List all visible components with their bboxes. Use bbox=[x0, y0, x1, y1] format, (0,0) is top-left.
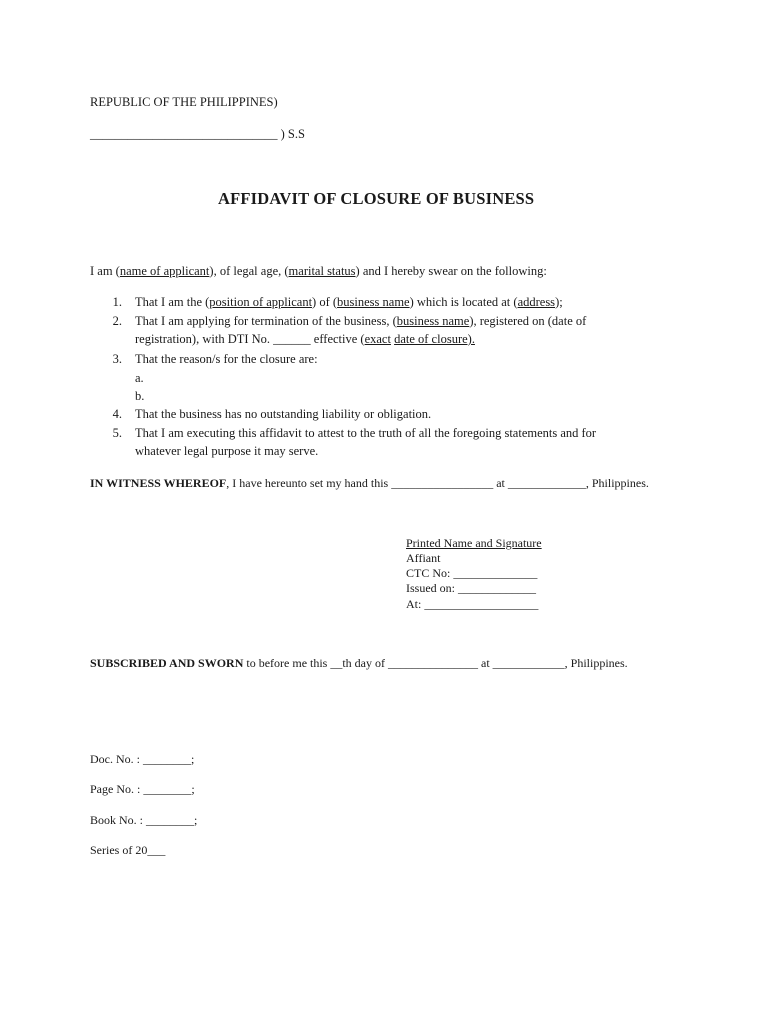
series-field: Series of 20___ bbox=[90, 843, 166, 857]
at-field: At: ___________________ bbox=[406, 597, 539, 611]
item-text-part: ), registered on (date of bbox=[469, 314, 587, 328]
item-number: 5. bbox=[112, 426, 122, 440]
closure-date-placeholder: date of closure). bbox=[394, 332, 475, 346]
item-number: 4. bbox=[112, 407, 122, 421]
item-text-part: ) which is located at ( bbox=[409, 295, 518, 309]
business-name-placeholder: business name bbox=[396, 314, 470, 328]
intro-text: I am ( bbox=[90, 264, 120, 278]
item-number: 3. bbox=[112, 352, 122, 366]
sub-item-b: b. bbox=[135, 389, 145, 403]
item-text-part: registration), with DTI No. ______ effective ( bbox=[135, 332, 365, 346]
document-title: AFFIDAVIT OF CLOSURE OF BUSINESS bbox=[218, 189, 535, 208]
doc-no-field: Doc. No. : ________; bbox=[90, 752, 195, 766]
item-text bbox=[135, 313, 586, 329]
item-text: That the business has no outstanding liability or obligation. bbox=[135, 407, 432, 421]
sworn-heading: SUBSCRIBED AND SWORN bbox=[90, 656, 244, 670]
republic-text: REPUBLIC OF THE PHILIPPINES) bbox=[90, 95, 278, 109]
ss-line bbox=[90, 126, 305, 142]
applicant-name-placeholder: name of applicant bbox=[119, 264, 210, 278]
item-text bbox=[135, 294, 563, 310]
item-text-part: ); bbox=[555, 295, 563, 309]
page-no-field: Page No. : ________; bbox=[90, 782, 195, 796]
item-text: That I am executing this affidavit to attest to the truth of all the foregoing statements and for bbox=[135, 426, 597, 440]
item-text-continued: whatever legal purpose it may serve. bbox=[135, 444, 319, 458]
item-number: 1. bbox=[112, 295, 122, 309]
ss-text: ) S.S bbox=[277, 127, 305, 141]
intro-text: ) and I hereby swear on the following: bbox=[355, 264, 547, 278]
item-text-part: That I am the ( bbox=[135, 295, 210, 309]
book-no-field: Book No. : ________; bbox=[90, 813, 198, 827]
address-placeholder: address bbox=[517, 295, 556, 309]
witness-line bbox=[90, 475, 649, 491]
item-number: 2. bbox=[112, 314, 122, 328]
affiant-label: Affiant bbox=[406, 551, 441, 565]
intro-text: ), of legal age, ( bbox=[209, 264, 289, 278]
item-text: That the reason/s for the closure are: bbox=[135, 352, 318, 366]
republic-line bbox=[90, 94, 278, 110]
item-text-part: ) of ( bbox=[312, 295, 338, 309]
sub-item-a: a. bbox=[135, 371, 144, 385]
witness-heading: IN WITNESS WHEREOF bbox=[90, 476, 227, 490]
ctc-field: CTC No: ______________ bbox=[406, 566, 538, 580]
item-text-part: That I am applying for termination of the business, ( bbox=[135, 314, 397, 328]
position-placeholder: position of applicant bbox=[209, 295, 313, 309]
issued-on-field: Issued on: _____________ bbox=[406, 581, 536, 595]
business-name-placeholder: business name bbox=[337, 295, 410, 309]
marital-status-placeholder: marital status bbox=[288, 264, 356, 278]
ss-blank: ______________________________ bbox=[90, 127, 278, 141]
witness-text: , I have hereunto set my hand this _________________ at _____________, Philippines. bbox=[226, 476, 649, 490]
sworn-text: to before me this __th day of _______________ at ____________, Philippines. bbox=[243, 656, 628, 670]
sworn-line bbox=[90, 655, 628, 671]
exact-placeholder: exact bbox=[364, 332, 391, 346]
intro-paragraph bbox=[90, 263, 547, 279]
printed-name-signature: Printed Name and Signature bbox=[406, 536, 542, 550]
item-text-continued bbox=[135, 331, 475, 347]
